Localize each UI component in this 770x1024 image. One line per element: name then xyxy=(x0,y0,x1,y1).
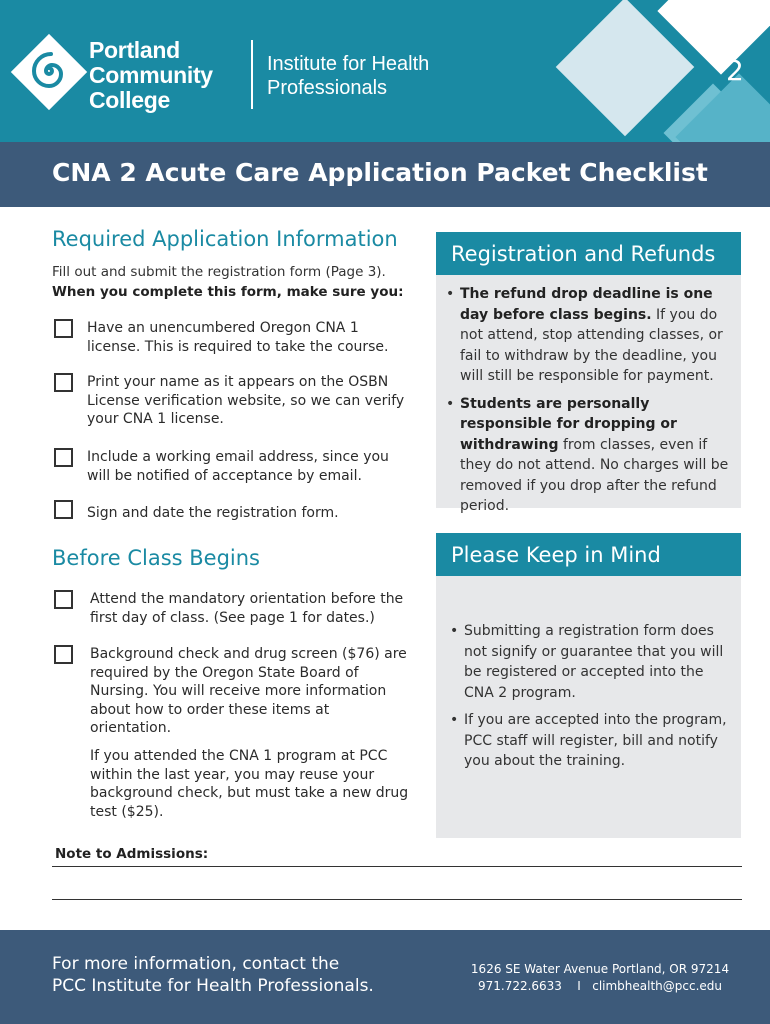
footer-contact-line-1: For more information, contact the xyxy=(52,954,340,974)
required-intro-bold: When you complete this form, make sure you: xyxy=(52,284,404,300)
page-number: 2 xyxy=(726,54,744,87)
list-item xyxy=(450,710,735,772)
checklist-item-text: Print your name as it appears on the OSBN License verification website, so we can verify your CNA 1 license. xyxy=(87,374,405,427)
logo-line-community: Community xyxy=(89,62,213,88)
background-check-note: If you attended the CNA 1 program at PCC within the last year, you may reuse your background check, but must take a new drug test ($25). xyxy=(90,748,409,820)
bullet-icon: • xyxy=(450,712,459,728)
institute-line-2: Professionals xyxy=(267,77,388,99)
refund-deadline-bold: The refund drop deadline is one day before class begins. xyxy=(460,286,713,323)
footer-phone: 971.722.6633 xyxy=(477,979,562,993)
refunds-list xyxy=(446,284,736,524)
bullet-icon: • xyxy=(446,286,455,302)
footer-separator: I xyxy=(577,979,581,993)
checkbox[interactable] xyxy=(54,448,73,467)
checkbox[interactable] xyxy=(54,319,73,338)
institute-line-1: Institute for Health xyxy=(267,53,430,75)
logo-line-college: College xyxy=(89,87,170,113)
page-header xyxy=(0,0,770,142)
checklist-item-text: Sign and date the registration form. xyxy=(87,505,339,521)
responsibility-bold: Students are personally responsible for dropping or withdrawing xyxy=(460,395,677,453)
checkbox[interactable] xyxy=(54,645,73,664)
bullet-icon: • xyxy=(446,395,455,412)
logo-divider xyxy=(251,40,253,109)
footer-address-block xyxy=(440,961,760,995)
footer-contact-line-2: PCC Institute for Health Professionals. xyxy=(52,976,374,996)
admissions-note-line[interactable] xyxy=(52,866,742,867)
footer-phone-email xyxy=(440,978,760,995)
keep-in-mind-heading: Please Keep in Mind xyxy=(436,533,741,576)
required-intro: Fill out and submit the registration form (Page 3). xyxy=(52,264,386,280)
admissions-note-label: Note to Admissions: xyxy=(55,846,209,862)
keep-in-mind-text: If you are accepted into the program, PCC staff will register, bill and notify you about the training. xyxy=(464,712,727,769)
required-info-heading: Required Application Information xyxy=(52,227,398,251)
bullet-icon: • xyxy=(450,623,459,639)
checklist-item-text: Background check and drug screen ($76) are required by the Oregon State Board of Nursing. You will receive more information about how to order these items at orientation. xyxy=(90,646,407,736)
list-item xyxy=(446,394,736,517)
college-logo-text xyxy=(89,38,213,113)
footer-email[interactable]: climbhealth@pcc.edu xyxy=(592,979,723,993)
page-title: CNA 2 Acute Care Application Packet Checklist xyxy=(52,158,708,187)
keep-in-mind-list xyxy=(450,621,735,779)
footer-contact-text xyxy=(52,953,374,997)
checkbox[interactable] xyxy=(54,500,73,519)
footer-address: 1626 SE Water Avenue Portland, OR 97214 xyxy=(470,962,730,976)
checklist-item-text: Attend the mandatory orientation before the first day of class. (See page 1 for dates.) xyxy=(90,591,404,626)
before-class-heading: Before Class Begins xyxy=(52,546,261,570)
checklist-item-text: Have an unencumbered Oregon CNA 1 license. This is required to take the course. xyxy=(87,320,389,355)
checklist-item-text: Include a working email address, since you will be notified of acceptance by email. xyxy=(87,449,389,484)
refund-deadline-text: If you do not attend, stop attending classes, or fail to withdraw by the deadline, you will still be responsible for payment. xyxy=(460,306,723,384)
responsibility-text: from classes, even if they do not attend. No charges will be removed if you drop after the refund period. xyxy=(460,436,729,514)
pcc-swirl-icon xyxy=(18,40,80,102)
keep-in-mind-text: Submitting a registration form does not signify or guarantee that you will be registered or accepted into the CNA 2 program. xyxy=(464,623,724,701)
checkbox[interactable] xyxy=(54,590,73,609)
list-item xyxy=(450,621,735,703)
admissions-note-line[interactable] xyxy=(52,899,742,900)
list-item xyxy=(446,284,736,387)
checkbox[interactable] xyxy=(54,373,73,392)
institute-name xyxy=(267,52,429,100)
registration-refunds-heading: Registration and Refunds xyxy=(436,232,741,275)
logo-line-portland: Portland xyxy=(89,37,180,63)
